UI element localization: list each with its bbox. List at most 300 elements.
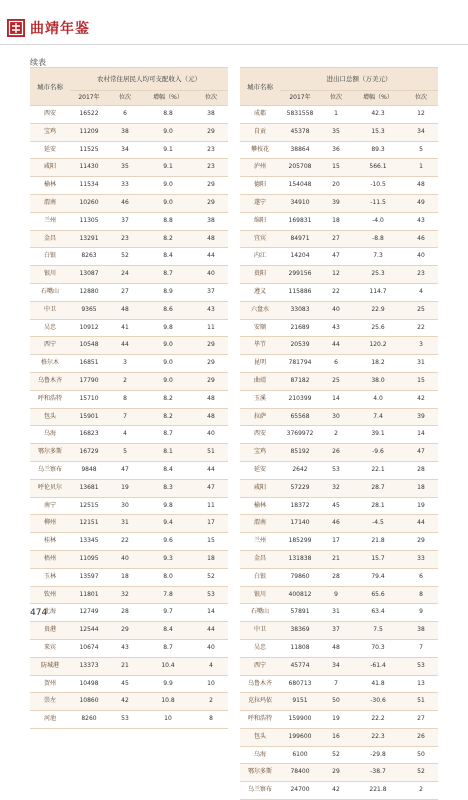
value-cell: 44 (108, 337, 142, 355)
table-row (240, 782, 438, 800)
city-name-cell: 咸阳 (30, 159, 70, 177)
value-cell: 39 (404, 408, 438, 426)
value-cell: 12544 (70, 622, 108, 640)
value-cell: 51 (194, 444, 228, 462)
city-name-cell: 玉溪 (240, 390, 280, 408)
value-cell: 33 (404, 550, 438, 568)
value-cell: 5 (404, 141, 438, 159)
value-cell: 14 (404, 426, 438, 444)
city-name-cell: 昆明 (240, 355, 280, 373)
value-cell: 17790 (70, 372, 108, 390)
value-cell: 11430 (70, 159, 108, 177)
value-cell: 13087 (70, 266, 108, 284)
value-cell: 34 (404, 123, 438, 141)
value-cell: 23 (404, 266, 438, 284)
value-cell: 50 (320, 693, 352, 711)
value-cell: 24 (108, 266, 142, 284)
value-cell: 4 (404, 283, 438, 301)
table-row (240, 194, 438, 212)
city-name-cell: 呼和浩特 (30, 390, 70, 408)
city-name-cell: 毕节 (240, 337, 280, 355)
value-cell: 19 (404, 497, 438, 515)
table-row (240, 337, 438, 355)
city-name-cell: 吴忠 (240, 639, 280, 657)
value-cell: 8.4 (142, 248, 194, 266)
value-cell: 7 (320, 675, 352, 693)
value-cell: 44 (194, 248, 228, 266)
value-cell: 32 (108, 586, 142, 604)
table-row (240, 177, 438, 195)
value-cell: 9.0 (142, 355, 194, 373)
value-cell: 41 (108, 319, 142, 337)
city-name-cell: 延安 (30, 141, 70, 159)
table-row (30, 283, 228, 301)
city-name-cell: 榆林 (30, 177, 70, 195)
value-cell: 21689 (280, 319, 320, 337)
value-cell: 22.2 (352, 711, 404, 729)
table-row (240, 622, 438, 640)
value-cell: 14204 (280, 248, 320, 266)
city-name-cell: 遂宁 (240, 194, 280, 212)
value-cell: 21.8 (352, 533, 404, 551)
value-cell: 12151 (70, 515, 108, 533)
page-number: 474 (30, 608, 48, 618)
city-name-cell: 宝鸡 (30, 123, 70, 141)
value-cell: 5 (108, 444, 142, 462)
value-cell: 65568 (280, 408, 320, 426)
table-row (30, 693, 228, 711)
value-cell: 35 (320, 123, 352, 141)
value-cell: 40 (194, 426, 228, 444)
value-cell: 29 (194, 194, 228, 212)
value-cell: 185299 (280, 533, 320, 551)
table-row (30, 515, 228, 533)
value-cell: 12515 (70, 497, 108, 515)
value-cell: 29 (404, 533, 438, 551)
value-cell: 221.8 (352, 782, 404, 800)
value-cell: 11209 (70, 123, 108, 141)
value-cell: 169831 (280, 212, 320, 230)
city-name-cell: 兰州 (30, 212, 70, 230)
value-cell: 2 (194, 693, 228, 711)
value-cell: -38.7 (352, 764, 404, 782)
value-cell: 10548 (70, 337, 108, 355)
value-cell: 31 (108, 515, 142, 533)
table-row (30, 230, 228, 248)
table-row (240, 568, 438, 586)
city-name-cell: 自贡 (240, 123, 280, 141)
table-row (240, 426, 438, 444)
value-cell: -4.5 (352, 515, 404, 533)
value-cell: 2 (108, 372, 142, 390)
value-cell: 9 (404, 604, 438, 622)
city-name-cell: 遵义 (240, 283, 280, 301)
value-cell: 53 (320, 461, 352, 479)
value-cell: 8.9 (142, 283, 194, 301)
value-cell: 5831558 (280, 106, 320, 124)
value-cell: 8.8 (142, 106, 194, 124)
value-cell: 205708 (280, 159, 320, 177)
city-name-cell: 白银 (30, 248, 70, 266)
value-cell: 11 (194, 319, 228, 337)
value-cell: 10860 (70, 693, 108, 711)
value-cell: 8260 (70, 711, 108, 729)
city-name-cell: 钦州 (30, 586, 70, 604)
value-cell: 53 (404, 657, 438, 675)
value-cell: 10912 (70, 319, 108, 337)
value-cell: 15710 (70, 390, 108, 408)
city-name-cell: 乌兰察布 (30, 461, 70, 479)
value-cell: 29 (194, 177, 228, 195)
value-cell: 7 (404, 639, 438, 657)
table-row (240, 106, 438, 124)
value-cell: 28.7 (352, 479, 404, 497)
table-row (30, 479, 228, 497)
table-row (30, 248, 228, 266)
table-row (30, 675, 228, 693)
value-cell: 45 (320, 497, 352, 515)
value-cell: 9.0 (142, 123, 194, 141)
value-cell: 45774 (280, 657, 320, 675)
value-cell: 9.1 (142, 141, 194, 159)
city-name-cell: 格尔木 (30, 355, 70, 373)
city-name-cell: 来宾 (30, 639, 70, 657)
value-cell: 47 (404, 444, 438, 462)
value-cell: 18.2 (352, 355, 404, 373)
city-name-cell: 石嘴山 (240, 604, 280, 622)
table-row (240, 604, 438, 622)
value-cell: 41.8 (352, 675, 404, 693)
value-cell: 49 (404, 194, 438, 212)
value-cell: 7.4 (352, 408, 404, 426)
value-cell: 12749 (70, 604, 108, 622)
value-cell: 8 (404, 586, 438, 604)
value-cell: 11534 (70, 177, 108, 195)
value-cell: 23 (194, 141, 228, 159)
value-cell: 40 (108, 550, 142, 568)
value-cell: 16522 (70, 106, 108, 124)
value-cell: 18372 (280, 497, 320, 515)
rank-header: 位次 (320, 91, 352, 106)
value-cell: 78400 (280, 764, 320, 782)
value-cell: 48 (320, 639, 352, 657)
city-name-cell: 德阳 (240, 177, 280, 195)
value-cell: 25 (320, 372, 352, 390)
table-row (240, 408, 438, 426)
table-row (240, 444, 438, 462)
city-name-cell: 柳州 (30, 515, 70, 533)
value-cell: 210399 (280, 390, 320, 408)
city-name-cell: 泸州 (240, 159, 280, 177)
city-name-header: 城市名称 (240, 68, 280, 106)
table-row (240, 230, 438, 248)
value-cell: 9.1 (142, 159, 194, 177)
table-row (30, 586, 228, 604)
value-cell: 8263 (70, 248, 108, 266)
value-cell: 11 (194, 497, 228, 515)
value-cell: 299156 (280, 266, 320, 284)
value-cell: 43 (108, 639, 142, 657)
value-cell: 6 (108, 106, 142, 124)
value-cell: 45 (108, 675, 142, 693)
city-name-header: 城市名称 (30, 68, 70, 106)
value-cell: 9.8 (142, 497, 194, 515)
value-cell: 40 (404, 248, 438, 266)
city-name-cell: 中卫 (240, 622, 280, 640)
value-cell: 12 (404, 106, 438, 124)
value-cell: 13373 (70, 657, 108, 675)
value-cell: 51 (404, 693, 438, 711)
value-cell: 8 (108, 390, 142, 408)
table-row (240, 301, 438, 319)
table-row (30, 106, 228, 124)
value-cell: 20 (320, 177, 352, 195)
value-cell: 4.0 (352, 390, 404, 408)
table-row (30, 497, 228, 515)
table-row (30, 212, 228, 230)
table-row (30, 568, 228, 586)
value-cell: 89.3 (352, 141, 404, 159)
city-name-cell: 南宁 (30, 497, 70, 515)
value-cell: 42 (320, 782, 352, 800)
value-cell: 38 (194, 106, 228, 124)
city-name-cell: 玉林 (30, 568, 70, 586)
value-cell: -30.6 (352, 693, 404, 711)
value-cell: 70.3 (352, 639, 404, 657)
value-cell: 7 (108, 408, 142, 426)
table-row (240, 141, 438, 159)
value-cell: 57229 (280, 479, 320, 497)
city-name-cell: 西安 (30, 106, 70, 124)
value-cell: 48 (194, 390, 228, 408)
year-header: 2017年 (70, 91, 108, 106)
value-cell: 11525 (70, 141, 108, 159)
value-cell: 16729 (70, 444, 108, 462)
value-cell: 44 (320, 337, 352, 355)
value-cell: 32 (320, 479, 352, 497)
value-cell: 10674 (70, 639, 108, 657)
value-cell: 9.9 (142, 675, 194, 693)
value-cell: 38369 (280, 622, 320, 640)
city-name-cell: 包头 (240, 728, 280, 746)
value-cell: 6100 (280, 746, 320, 764)
table-row (30, 604, 228, 622)
city-name-cell: 银川 (240, 586, 280, 604)
value-cell: 15.3 (352, 123, 404, 141)
value-cell: 37 (194, 283, 228, 301)
value-cell: 1 (404, 159, 438, 177)
value-cell: -4.0 (352, 212, 404, 230)
value-cell: 8.1 (142, 444, 194, 462)
value-cell: 3769972 (280, 426, 320, 444)
value-cell: 33 (108, 177, 142, 195)
value-cell: 26 (320, 444, 352, 462)
value-cell: 52 (108, 248, 142, 266)
value-cell: 38 (108, 123, 142, 141)
city-name-cell: 金昌 (240, 550, 280, 568)
city-name-cell: 呼和浩特 (240, 711, 280, 729)
value-cell: 9365 (70, 301, 108, 319)
value-cell: 7.5 (352, 622, 404, 640)
trade-table (240, 67, 438, 800)
table-row (240, 675, 438, 693)
table-row (30, 319, 228, 337)
table-row (240, 212, 438, 230)
city-name-cell: 鄂尔多斯 (30, 444, 70, 462)
value-cell: 44 (194, 461, 228, 479)
table-row (30, 301, 228, 319)
table-row (240, 711, 438, 729)
city-name-cell: 宝鸡 (240, 444, 280, 462)
table-row (240, 550, 438, 568)
value-cell: 11801 (70, 586, 108, 604)
year-header: 2017年 (280, 91, 320, 106)
value-cell: 28 (404, 461, 438, 479)
growth-header: 增幅（%） (352, 91, 404, 106)
value-cell: 29 (194, 123, 228, 141)
rank-header: 位次 (108, 91, 142, 106)
value-cell: 43 (194, 301, 228, 319)
value-cell: 25 (404, 301, 438, 319)
city-name-cell: 白银 (240, 568, 280, 586)
city-name-cell: 梧州 (30, 550, 70, 568)
page-header (0, 0, 468, 46)
city-name-cell: 六盘水 (240, 301, 280, 319)
value-cell: 23 (194, 159, 228, 177)
table-row (240, 639, 438, 657)
value-cell: 34 (108, 141, 142, 159)
value-cell: 13597 (70, 568, 108, 586)
value-cell: 63.4 (352, 604, 404, 622)
value-cell: 36 (320, 141, 352, 159)
value-cell: 48 (194, 230, 228, 248)
value-cell: 30 (108, 497, 142, 515)
city-name-cell: 渭南 (240, 515, 280, 533)
value-cell: 27 (320, 230, 352, 248)
city-name-cell: 银川 (30, 266, 70, 284)
continued-label: 续表 (30, 58, 46, 67)
table-row (240, 657, 438, 675)
value-cell: 35 (108, 159, 142, 177)
city-name-cell: 攀枝花 (240, 141, 280, 159)
value-cell: 22 (320, 283, 352, 301)
value-cell: 39.1 (352, 426, 404, 444)
value-cell: 39 (320, 194, 352, 212)
value-cell: 16851 (70, 355, 108, 373)
value-cell: -10.5 (352, 177, 404, 195)
yearbook-logo-icon (6, 18, 26, 38)
value-cell: 6 (320, 355, 352, 373)
value-cell: 17 (194, 515, 228, 533)
value-cell: 14 (194, 604, 228, 622)
value-cell: 8 (194, 711, 228, 729)
table-row (30, 533, 228, 551)
value-cell: 6 (404, 568, 438, 586)
table-row (30, 266, 228, 284)
value-cell: 19 (320, 711, 352, 729)
value-cell: 28 (320, 568, 352, 586)
table-row (240, 159, 438, 177)
value-cell: 42.3 (352, 106, 404, 124)
city-name-cell: 榆林 (240, 497, 280, 515)
value-cell: 52 (320, 746, 352, 764)
value-cell: -9.6 (352, 444, 404, 462)
city-name-cell: 绵阳 (240, 212, 280, 230)
city-name-cell: 乌海 (240, 746, 280, 764)
value-cell: 19 (108, 479, 142, 497)
value-cell: 781794 (280, 355, 320, 373)
value-cell: -61.4 (352, 657, 404, 675)
value-cell: 199600 (280, 728, 320, 746)
value-cell: 9151 (280, 693, 320, 711)
table-row (240, 515, 438, 533)
value-cell: 37 (320, 622, 352, 640)
value-cell: 38864 (280, 141, 320, 159)
value-cell: 8.0 (142, 568, 194, 586)
value-cell: 40 (320, 301, 352, 319)
value-cell: 3 (404, 337, 438, 355)
value-cell: 26 (404, 728, 438, 746)
city-name-cell: 西宁 (240, 657, 280, 675)
value-cell: 8.6 (142, 301, 194, 319)
value-cell: 7.8 (142, 586, 194, 604)
table-row (30, 337, 228, 355)
value-cell: 9848 (70, 461, 108, 479)
value-cell: 24700 (280, 782, 320, 800)
value-cell: 8.7 (142, 639, 194, 657)
value-cell: 48 (194, 408, 228, 426)
value-cell: 40 (194, 639, 228, 657)
value-cell: 2642 (280, 461, 320, 479)
city-name-cell: 安顺 (240, 319, 280, 337)
value-cell: 57891 (280, 604, 320, 622)
value-cell: 47 (194, 479, 228, 497)
value-cell: 22.1 (352, 461, 404, 479)
table-row (30, 444, 228, 462)
value-cell: 38 (194, 212, 228, 230)
value-cell: 9.7 (142, 604, 194, 622)
city-name-cell: 包头 (30, 408, 70, 426)
city-name-cell: 石嘴山 (30, 283, 70, 301)
value-cell: 29 (108, 622, 142, 640)
value-cell: 65.6 (352, 586, 404, 604)
header-divider (0, 44, 468, 45)
city-name-cell: 延安 (240, 461, 280, 479)
value-cell: 13291 (70, 230, 108, 248)
value-cell: 53 (194, 586, 228, 604)
value-cell: 4 (194, 657, 228, 675)
value-cell: 21 (320, 550, 352, 568)
value-cell: 37 (108, 212, 142, 230)
value-cell: 38.0 (352, 372, 404, 390)
city-name-cell: 呼伦贝尔 (30, 479, 70, 497)
growth-rank-header: 位次 (404, 91, 438, 106)
value-cell: 22 (108, 533, 142, 551)
value-cell: 115886 (280, 283, 320, 301)
value-cell: 11095 (70, 550, 108, 568)
city-name-cell: 贵港 (30, 622, 70, 640)
value-cell: 29 (320, 764, 352, 782)
value-cell: 25.6 (352, 319, 404, 337)
value-cell: 22 (404, 319, 438, 337)
value-cell: 47 (108, 461, 142, 479)
table-row (240, 319, 438, 337)
value-cell: 27 (108, 283, 142, 301)
table-row (240, 123, 438, 141)
value-cell: 8.8 (142, 212, 194, 230)
value-cell: 43 (404, 212, 438, 230)
table-row (30, 657, 228, 675)
